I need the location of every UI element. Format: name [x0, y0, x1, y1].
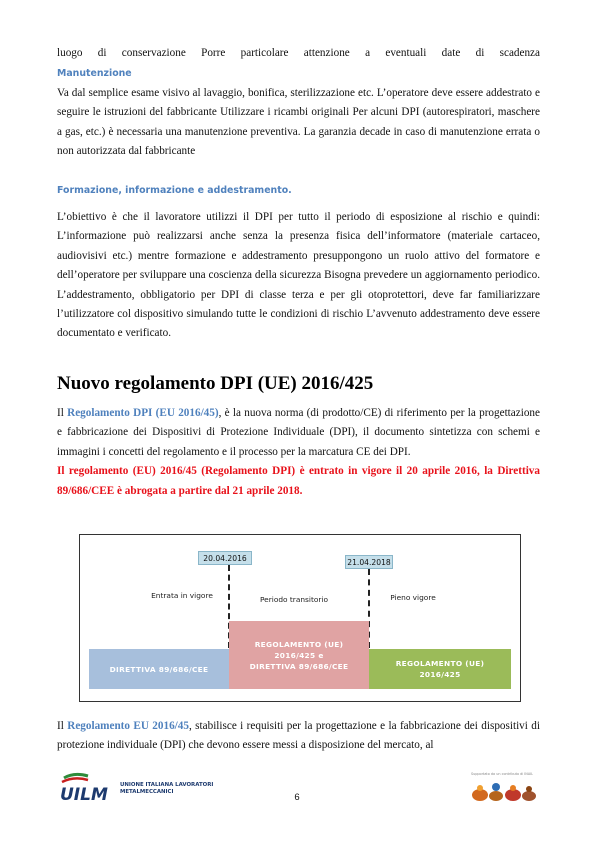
regulation-paragraph-3	[57, 717, 540, 756]
bar-directive	[89, 649, 229, 689]
regulation-title: Nuovo regolamento DPI (UE) 2016/425	[57, 373, 374, 394]
regulation-section	[57, 372, 540, 501]
date-label-start: 20.04.2016	[198, 551, 252, 565]
training-section	[57, 184, 540, 344]
bar-regulation	[369, 649, 511, 689]
uilm-logo-text: UILM	[60, 785, 108, 805]
bar-transition-line1: REGOLAMENTO (UE)	[254, 639, 344, 649]
org-line-2: METALMECCANICI	[120, 789, 174, 795]
maintenance-section	[57, 67, 540, 162]
regulation-paragraph-1	[57, 404, 540, 462]
partner-caption: Supportato da un contributo di INAIL	[470, 772, 534, 776]
uilm-logo	[58, 772, 214, 808]
intro-line: luogo di conservazione Porre particolare attenzione a eventuali date di scadenza	[57, 47, 540, 59]
date-label-end: 21.04.2018	[345, 555, 393, 569]
phase-entry-label: Entrata in vigore	[151, 591, 213, 600]
phase-full-label: Pieno vigore	[390, 593, 436, 602]
intro-block	[57, 44, 540, 63]
regulation-notice: Il regolamento (EU) 2016/45 (Regolamento DPI) è entrato in vigore il 20 aprile 2016, la Direttiva 89/686/CEE è abrogata a partire dal 21 aprile 2018.	[57, 465, 540, 497]
bar-transition	[229, 621, 369, 689]
p3-prefix: Il	[57, 720, 68, 732]
training-text: L’obiettivo è che il lavoratore utilizzi il DPI per tutto il periodo di esposizione al rischio e quindi: L’informazione può realizzarsi anche senza la presenza fisica dell’informatore (materiale cartaceo, audiovisivi etc.) mentre formazione e addestramento presuppongono un ruolo attivo del formatore e dell’operatore per sviluppare una coscienza della sicurezza Bisogna prevedere un aggiornamento periodico. L’addestramento, obbligatorio per DPI di classe terza e per gli otoprotettori, deve far familiarizzare l’utilizzatore col dispositivo simulando tutte le condizioni di rischio L’avvenuto addestramento deve essere documentato e verificato.	[57, 211, 540, 340]
p1-prefix: Il	[57, 407, 68, 419]
maintenance-text: Va dal semplice esame visivo al lavaggio, bonifica, sterilizzazione etc. L’operatore deve essere addestrato e seguire le istruzioni del fabbricante Utilizzare i ricambi originali Per alcuni DPI (autorespiratori, maschere a gas, etc.) è necessaria una manutenzione preventiva. La garanzia decade in caso di manutenzione errata o non autorizzata dal fabbricante	[57, 87, 540, 158]
bar-transition-line3: DIRETTIVA 89/686/CEE	[249, 661, 349, 671]
phase-transition-label: Periodo transitorio	[259, 595, 328, 604]
timeline-diagram	[79, 534, 521, 702]
bar-regulation-line2: 2016/425	[419, 670, 461, 679]
org-line-1: UNIONE ITALIANA LAVORATORI	[120, 782, 214, 788]
partner-illustration-icon	[466, 780, 540, 804]
uilm-logo-mark	[58, 772, 114, 806]
p1-text: , è la nuova norma (di prodotto/CE) di riferimento per la progettazione e fabbricazione dei Dispositivi di Protezione Individuale (DPI), il documento sintetizza con schemi e immagini i concetti del regolamento e il processo per la marcatura CE dei DPI.	[57, 407, 540, 458]
uilm-org-name	[120, 782, 220, 796]
regulation-link-1[interactable]: Regolamento DPI (EU 2016/45)	[67, 407, 219, 419]
training-heading: Formazione, informazione e addestramento.	[57, 185, 292, 196]
regulation-continuation	[57, 717, 540, 756]
bar-directive-label: DIRETTIVA 89/686/CEE	[109, 664, 209, 674]
maintenance-heading: Manutenzione	[57, 68, 132, 79]
regulation-link-2[interactable]: Regolamento EU 2016/45	[67, 720, 189, 732]
page-number: 6	[294, 792, 300, 803]
bar-regulation-line1: REGOLAMENTO (UE)	[395, 659, 485, 668]
partner-logo	[462, 772, 542, 806]
p3-text: , stabilisce i requisiti per la progettazione e la fabbricazione dei dispositivi di protezione individuale (DPI) che devono essere messi a disposizione del mercato, al	[57, 720, 540, 752]
bar-transition-line2: 2016/425 e	[274, 650, 324, 660]
